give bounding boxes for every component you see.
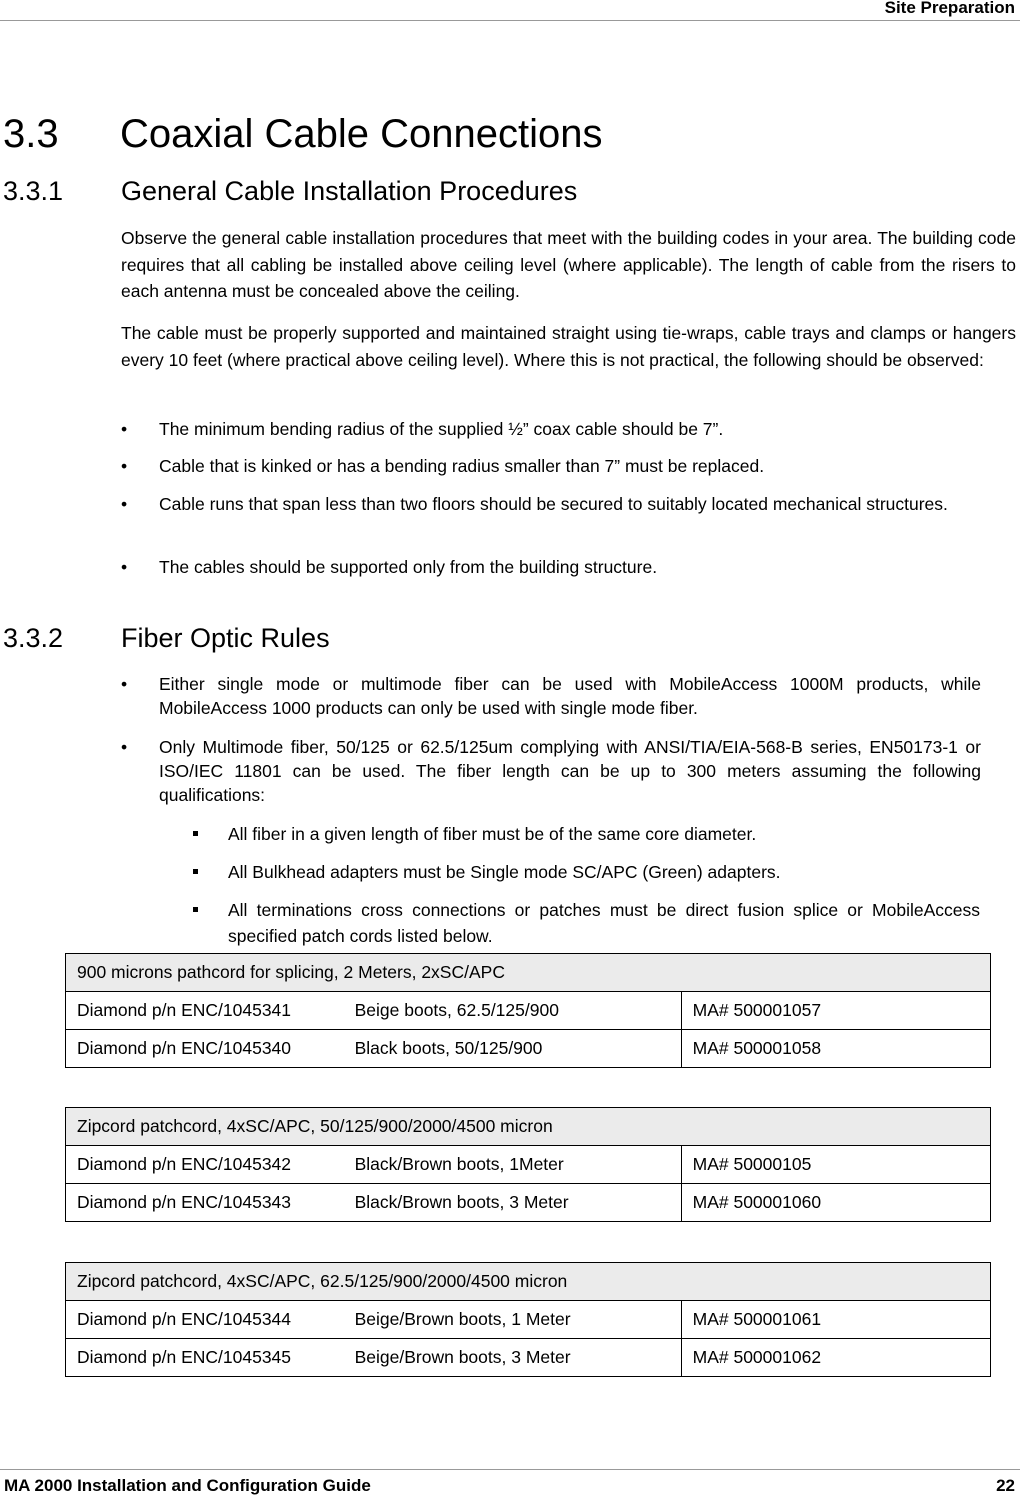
ma-number-cell: MA# 500001058 — [681, 1030, 990, 1068]
ma-number-cell: MA# 50000105 — [681, 1146, 990, 1184]
table-header: Zipcord patchcord, 4xSC/APC, 50/125/900/2000/4500 micron — [66, 1108, 991, 1146]
table-row — [66, 1339, 991, 1377]
description-cell: Black/Brown boots, 1Meter — [344, 1146, 682, 1184]
sub-bullet-text: All terminations cross connections or patches must be direct fusion splice or MobileAccess specified patch cords listed below. — [228, 900, 980, 946]
subsection-number: 3.3.2 — [3, 623, 64, 653]
bullet-text: The cables should be supported only from the building structure. — [159, 557, 658, 577]
part-number-cell: Diamond p/n ENC/1045345 — [66, 1339, 344, 1377]
patchcord-table — [65, 1262, 991, 1377]
subsection-title: General Cable Installation Procedures — [121, 176, 578, 206]
footer-title: MA 2000 Installation and Configuration Guide — [4, 1476, 371, 1495]
bullet-icon: • — [121, 494, 128, 514]
table-header-row — [66, 1108, 991, 1146]
square-bullet-icon — [193, 907, 198, 912]
subsection-title: Fiber Optic Rules — [121, 623, 330, 653]
sub-bullet-item — [193, 859, 980, 885]
square-bullet-icon — [193, 869, 198, 874]
section-title: Coaxial Cable Connections — [120, 112, 603, 156]
description-cell: Beige/Brown boots, 3 Meter — [344, 1339, 682, 1377]
sub-bullet-item — [193, 897, 980, 949]
bullet-item — [121, 417, 981, 441]
sub-bullet-text: All fiber in a given length of fiber must be of the same core diameter. — [228, 824, 757, 844]
bullet-item — [121, 555, 981, 579]
bullet-icon: • — [121, 674, 128, 694]
section-number: 3.3 — [3, 112, 59, 156]
bullet-text: Cable runs that span less than two floors should be secured to suitably located mechanical structures. — [159, 494, 948, 514]
header-title: Site Preparation — [884, 0, 1015, 17]
table-header: 900 microns pathcord for splicing, 2 Meters, 2xSC/APC — [66, 954, 991, 992]
table-row — [66, 1146, 991, 1184]
description-cell: Black boots, 50/125/900 — [344, 1030, 682, 1068]
description-cell: Black/Brown boots, 3 Meter — [344, 1184, 682, 1222]
bullet-item — [121, 672, 981, 720]
part-number-cell: Diamond p/n ENC/1045342 — [66, 1146, 344, 1184]
paragraph: The cable must be properly supported and maintained straight using tie-wraps, cable trays and clamps or hangers every 10 feet (where practical above ceiling level). Where this is not practical, the following should be observed: — [121, 323, 1016, 370]
description-cell: Beige/Brown boots, 1 Meter — [344, 1301, 682, 1339]
footer-divider — [0, 1469, 1020, 1470]
patchcord-table — [65, 953, 991, 1068]
bullet-icon: • — [121, 456, 128, 476]
ma-number-cell: MA# 500001061 — [681, 1301, 990, 1339]
part-number-cell: Diamond p/n ENC/1045343 — [66, 1184, 344, 1222]
table-row — [66, 992, 991, 1030]
bullet-text: Either single mode or multimode fiber can be used with MobileAccess 1000M products, while MobileAccess 1000 products can only be used with single mode fiber. — [159, 674, 981, 718]
bullet-item — [121, 735, 981, 807]
bullet-text: Cable that is kinked or has a bending radius smaller than 7” must be replaced. — [159, 456, 765, 476]
ma-number-cell: MA# 500001060 — [681, 1184, 990, 1222]
bullet-text: Only Multimode fiber, 50/125 or 62.5/125um complying with ANSI/TIA/EIA-568-B series, EN50173-1 or ISO/IEC 11801 can be used. The fiber length can be up to 300 meters assuming the following qualifications: — [159, 737, 981, 805]
table-header-row — [66, 954, 991, 992]
bullet-icon: • — [121, 557, 128, 577]
sub-bullet-text: All Bulkhead adapters must be Single mode SC/APC (Green) adapters. — [228, 862, 781, 882]
patchcord-table — [65, 1107, 991, 1222]
bullet-text: The minimum bending radius of the supplied ½” coax cable should be 7”. — [159, 419, 724, 439]
table-row — [66, 1030, 991, 1068]
square-bullet-icon — [193, 831, 198, 836]
paragraph: Observe the general cable installation procedures that meet with the building codes in your area. The building code requires that all cabling be installed above ceiling level (where applicable). The length of cable from the risers to each antenna must be concealed above the ceiling. — [121, 228, 1016, 301]
table-row — [66, 1301, 991, 1339]
bullet-item — [121, 492, 981, 516]
page-number: 22 — [996, 1476, 1015, 1495]
ma-number-cell: MA# 500001057 — [681, 992, 990, 1030]
sub-bullet-item — [193, 821, 980, 847]
bullet-icon: • — [121, 419, 128, 439]
table-header: Zipcord patchcord, 4xSC/APC, 62.5/125/900/2000/4500 micron — [66, 1263, 991, 1301]
part-number-cell: Diamond p/n ENC/1045340 — [66, 1030, 344, 1068]
page-header — [0, 0, 1020, 21]
ma-number-cell: MA# 500001062 — [681, 1339, 990, 1377]
table-row — [66, 1184, 991, 1222]
part-number-cell: Diamond p/n ENC/1045341 — [66, 992, 344, 1030]
bullet-icon: • — [121, 737, 128, 757]
subsection-number: 3.3.1 — [3, 176, 64, 206]
part-number-cell: Diamond p/n ENC/1045344 — [66, 1301, 344, 1339]
bullet-item — [121, 454, 981, 478]
description-cell: Beige boots, 62.5/125/900 — [344, 992, 682, 1030]
table-header-row — [66, 1263, 991, 1301]
